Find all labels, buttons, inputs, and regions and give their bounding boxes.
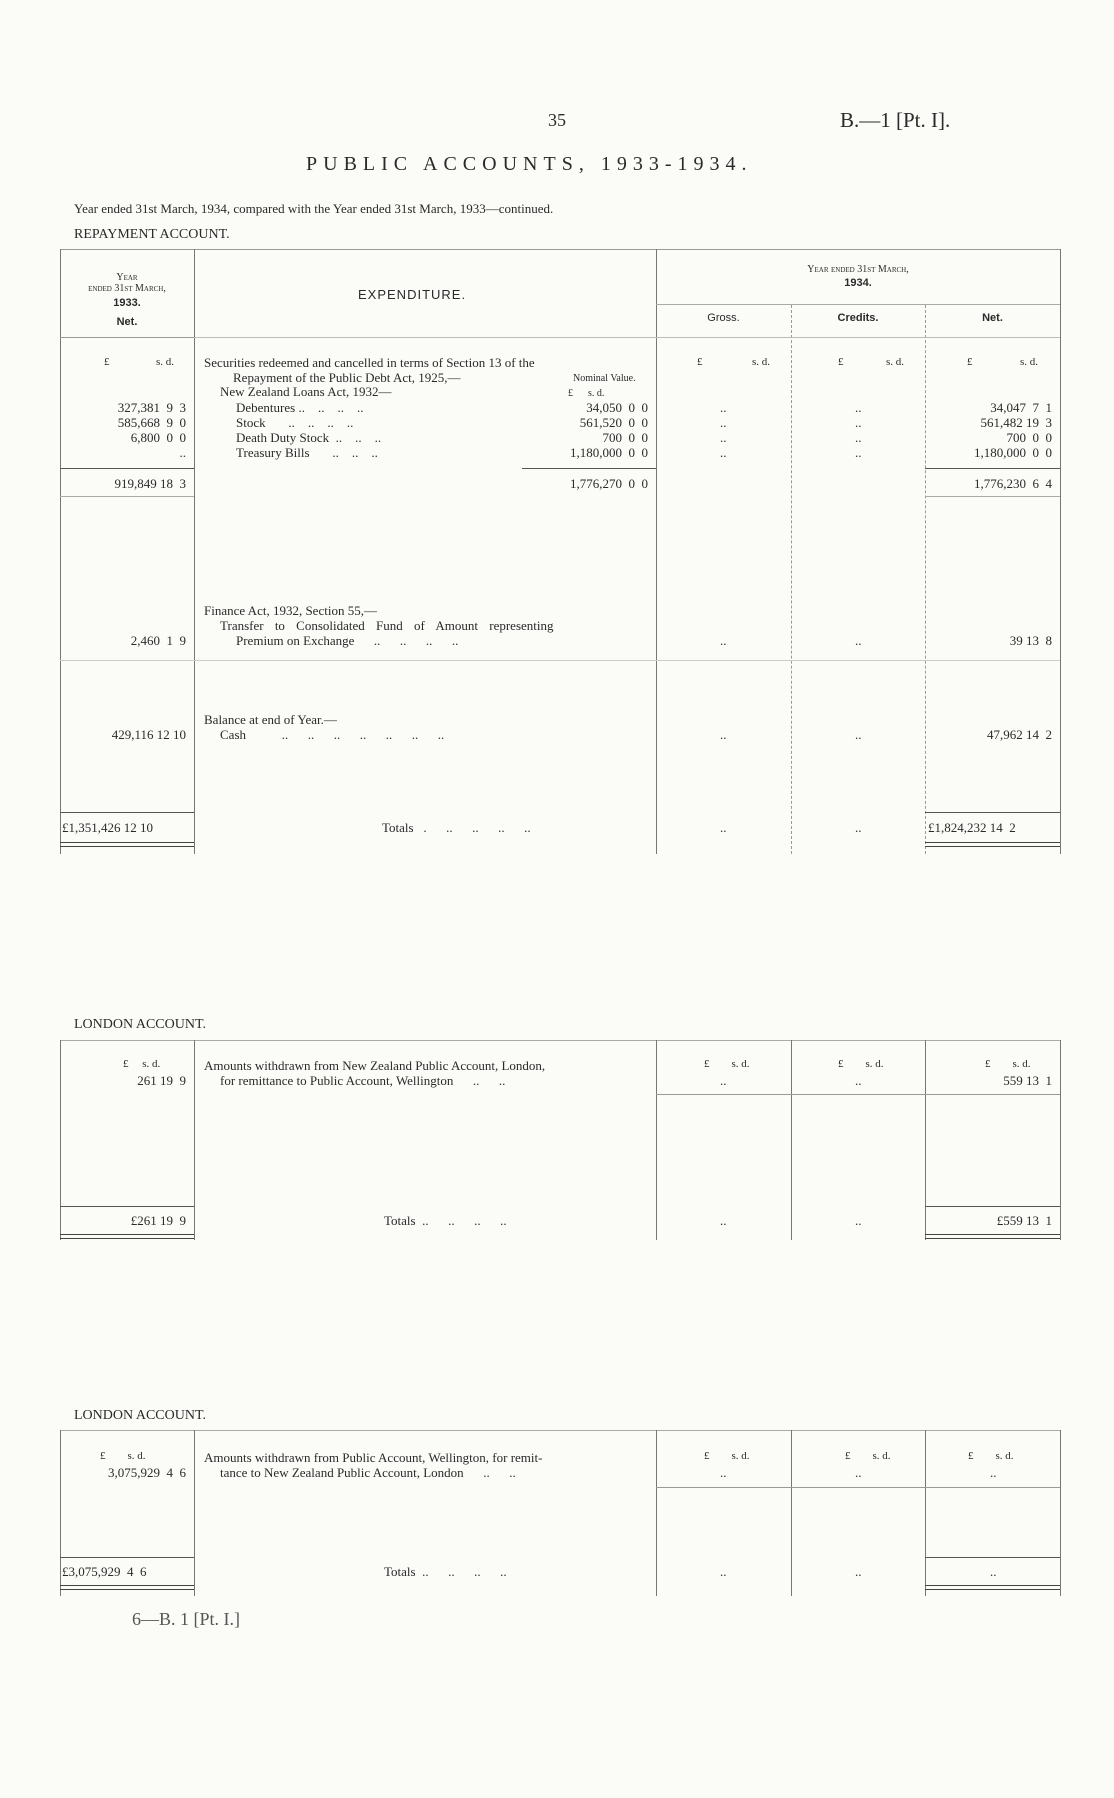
page-subtitle: Year ended 31st March, 1934, compared with the Year ended 31st March, 1933—continued. (74, 201, 554, 216)
gross-header: Gross. (707, 312, 740, 324)
finance-line3: Premium on Exchange .. .. .. .. (236, 633, 459, 648)
london1-credits-units: £ s. d. (838, 1058, 884, 1070)
finance-line1: Finance Act, 1932, Section 55,— (204, 603, 377, 618)
cur-year-header: Year ended 31st March, (807, 264, 909, 275)
balance-gross: .. (720, 727, 727, 742)
prev-year-header: Year ended 31st March, (88, 272, 166, 294)
gross-value: .. (720, 400, 727, 415)
credits-value: .. (855, 415, 862, 430)
cur-year-label: 1934. (844, 277, 872, 289)
credits-value: .. (855, 400, 862, 415)
london1-gross: .. (720, 1073, 727, 1088)
london1-line1: Amounts withdrawn from New Zealand Public Account, London, (204, 1058, 546, 1073)
london1-gross-units: £ s. d. (704, 1058, 750, 1070)
london2-totals-net: .. (990, 1564, 997, 1579)
gross-value: .. (720, 445, 727, 460)
london2-credits-units: £ s. d. (845, 1450, 891, 1462)
london1-net: 559 13 1 (1003, 1073, 1052, 1088)
page-number: 35 (548, 110, 566, 130)
credits-value: .. (855, 445, 862, 460)
london1-credits: .. (855, 1073, 862, 1088)
credits-units: £ (838, 356, 844, 368)
net-value: 1,180,000 0 0 (974, 445, 1052, 460)
gross-value: .. (720, 415, 727, 430)
securities-line3: New Zealand Loans Act, 1932— (220, 384, 392, 399)
balance-line1: Balance at end of Year.— (204, 712, 337, 727)
totals-gross: .. (720, 820, 727, 835)
net-header: Net. (982, 312, 1003, 324)
london1-prev-units: £ s. d. (123, 1058, 161, 1070)
london2-gross: .. (720, 1465, 727, 1480)
subtotal-nominal: 1,776,270 0 0 (570, 476, 648, 491)
repayment-section-title: REPAYMENT ACCOUNT. (74, 227, 230, 242)
prev-value: 6,800 0 0 (130, 430, 186, 445)
london2-prev-units: £ s. d. (100, 1450, 146, 1462)
prev-value: 327,381 9 3 (117, 400, 186, 415)
prev-units-sd: s. d. (156, 356, 175, 368)
subtotal-net: 1,776,230 6 4 (974, 476, 1052, 491)
london-account-2-title: LONDON ACCOUNT. (74, 1408, 206, 1423)
net-value: 561,482 19 3 (980, 415, 1052, 430)
london2-gross-units: £ s. d. (704, 1450, 750, 1462)
london2-net: .. (990, 1465, 997, 1480)
london2-net-units: £ s. d. (968, 1450, 1014, 1462)
prev-units: £ (104, 356, 110, 368)
totals-prev: £1,351,426 12 10 (62, 820, 153, 835)
gross-value: .. (720, 430, 727, 445)
london-account-1-title: LONDON ACCOUNT. (74, 1017, 206, 1032)
securities-line1: Securities redeemed and cancelled in terms of Section 13 of the (204, 355, 535, 370)
london2-totals-prev: £3,075,929 4 6 (62, 1564, 147, 1579)
london1-totals-credits: .. (855, 1213, 862, 1228)
row-label: Death Duty Stock .. .. .. (236, 430, 382, 445)
net-value: 700 0 0 (1006, 430, 1052, 445)
finance-line2: Transfer to Consolidated Fund of Amount representing (220, 618, 554, 633)
row-label: Debentures .. .. .. .. (236, 400, 364, 415)
net-units: £ (967, 356, 973, 368)
prev-year-label: 1933. (113, 297, 141, 309)
london1-totals-label: Totals .. .. .. .. (384, 1213, 507, 1228)
finance-credits: .. (855, 633, 862, 648)
prev-net-header: Net. (116, 316, 138, 328)
gross-units: £ (697, 356, 703, 368)
london1-prev: 261 19 9 (137, 1073, 186, 1088)
credits-units-sd: s. d. (886, 356, 905, 368)
london1-totals-gross: .. (720, 1213, 727, 1228)
finance-prev: 2,460 1 9 (130, 633, 186, 648)
london2-totals-label: Totals .. .. .. .. (384, 1564, 507, 1579)
london2-line1: Amounts withdrawn from Public Account, Wellington, for remit- (204, 1450, 543, 1465)
row-label: Stock .. .. .. .. (236, 415, 354, 430)
credits-header: Credits. (837, 312, 879, 324)
nominal-units: £ s. d. (568, 388, 605, 399)
net-units-sd: s. d. (1020, 356, 1039, 368)
totals-label: Totals . .. .. .. .. (382, 820, 531, 835)
london1-line2: for remittance to Public Account, Wellington .. .. (220, 1073, 506, 1088)
london1-totals-net: £559 13 1 (996, 1213, 1052, 1228)
balance-net: 47,962 14 2 (987, 727, 1052, 742)
balance-line2: Cash .. .. .. .. .. .. .. (220, 727, 445, 742)
totals-credits: .. (855, 820, 862, 835)
london2-totals-gross: .. (720, 1564, 727, 1579)
document-reference: B.—1 [Pt. I]. (840, 108, 951, 132)
prev-value: .. (179, 445, 186, 460)
london2-prev: 3,075,929 4 6 (108, 1465, 186, 1480)
finance-net: 39 13 8 (1009, 633, 1052, 648)
totals-net: £1,824,232 14 2 (928, 820, 1016, 835)
london2-line2: tance to New Zealand Public Account, London .. .. (220, 1465, 516, 1480)
nominal-value-label: Nominal Value. (573, 373, 636, 384)
london2-totals-credits: .. (855, 1564, 862, 1579)
finance-gross: .. (720, 633, 727, 648)
balance-credits: .. (855, 727, 862, 742)
securities-line2: Repayment of the Public Debt Act, 1925,— (233, 370, 461, 385)
london2-credits: .. (855, 1465, 862, 1480)
page-footer: 6—B. 1 [Pt. I.] (132, 1609, 240, 1629)
nominal-value: 561,520 0 0 (579, 415, 648, 430)
row-label: Treasury Bills .. .. .. (236, 445, 378, 460)
expenditure-header: EXPENDITURE. (358, 287, 467, 302)
nominal-value: 700 0 0 (602, 430, 648, 445)
prev-value: 585,668 9 0 (117, 415, 186, 430)
nominal-value: 34,050 0 0 (586, 400, 648, 415)
gross-units-sd: s. d. (752, 356, 771, 368)
london1-net-units: £ s. d. (985, 1058, 1031, 1070)
page-title: PUBLIC ACCOUNTS, 1933-1934. (306, 153, 753, 175)
nominal-value: 1,180,000 0 0 (570, 445, 648, 460)
london1-totals-prev: £261 19 9 (130, 1213, 186, 1228)
subtotal-prev: 919,849 18 3 (114, 476, 186, 491)
net-value: 34,047 7 1 (990, 400, 1052, 415)
credits-value: .. (855, 430, 862, 445)
balance-prev: 429,116 12 10 (111, 727, 186, 742)
